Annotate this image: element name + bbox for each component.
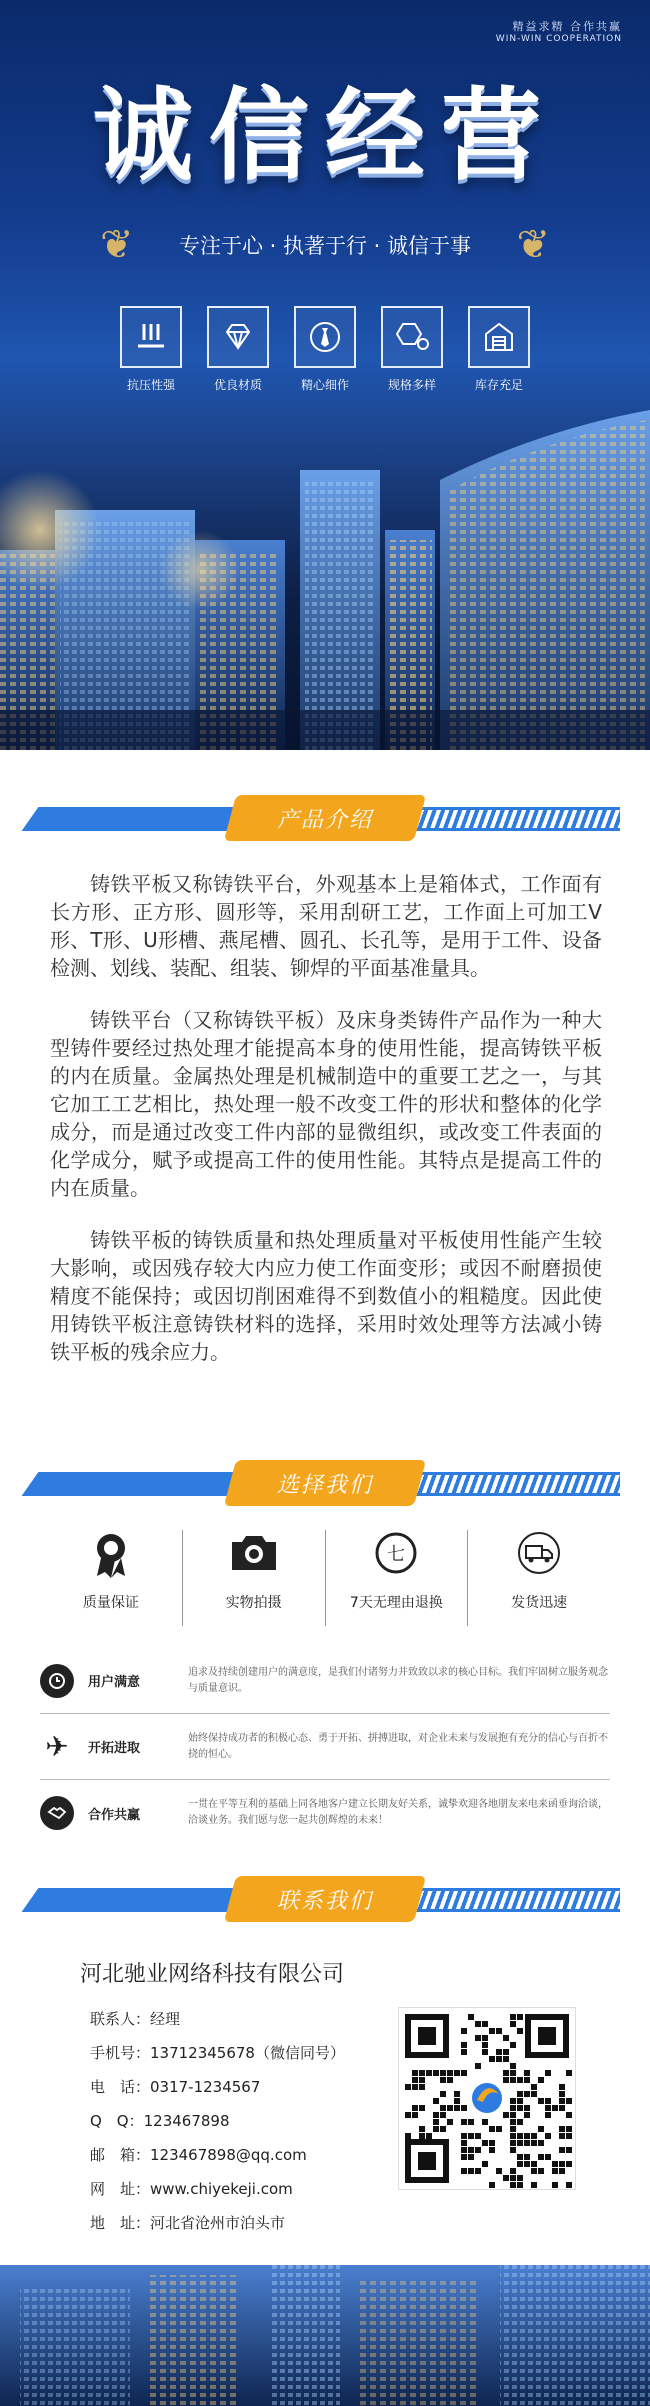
value-row [40, 1648, 610, 1714]
pressure-icon [120, 306, 182, 368]
section-banner-choose [30, 1460, 620, 1506]
seven-day-icon [326, 1530, 468, 1586]
hero-feature-label: 优良材质 [213, 378, 262, 392]
section-heading-pill [224, 1460, 426, 1506]
service-feature [40, 1530, 183, 1626]
banner-stripe-right [390, 807, 620, 831]
diamond-icon [207, 306, 269, 368]
hero-feature [207, 306, 269, 393]
hero-feature [294, 306, 356, 393]
brand-tagline-cn: 精益求精 合作共赢 [512, 20, 622, 33]
service-features [40, 1530, 610, 1626]
contact-mobile[interactable]: 手机号：13712345678（微信同号） [90, 2044, 345, 2062]
company-name: 河北驰业网络科技有限公司 [80, 1962, 345, 1987]
hero-feature-label: 抗压性强 [126, 378, 175, 392]
handshake-icon [40, 1796, 74, 1830]
brand-tagline-en: WIN-WIN COOPERATION [495, 33, 622, 44]
hero-slogan: 专注于心 · 执著于行 · 诚信于事 [178, 234, 472, 258]
value-row [40, 1780, 610, 1846]
truck-icon [468, 1530, 610, 1586]
section-heading: 联系我们 [276, 1888, 373, 1914]
banner-stripe-right [390, 1472, 620, 1496]
hero-feature [381, 306, 443, 393]
value-text: 追求及持续创建用户的满意度，是我们付诸努力并致致以求的核心目标。我们牢固树立服务观念与质量意识。 [188, 1666, 608, 1694]
contact-email[interactable]: 邮 箱：123467898@qq.com [90, 2146, 307, 2164]
section-banner-contact [30, 1876, 620, 1922]
banner-stripe-right [390, 1888, 620, 1912]
intro-paragraph: 铸铁平板又称铸铁平台，外观基本上是箱体式，工作面有长方形、正方形、圆形等，采用刮研工艺，工作面上可加工V形、T形、U形槽、燕尾槽、圆孔、长孔等，是用于工件、设备检测、划线、装配、组装、铆焊的平面基准量具。 [50, 872, 602, 980]
laurel-left-icon: ❦ [100, 222, 134, 268]
intro-paragraph: 铸铁平台（又称铸铁平板）及床身类铸件产品作为一种大型铸件要经过热处理才能提高本身的使用性能，提高铸铁平板的内在质量。金属热处理是机械制造中的重要工艺之一，与其它加工工艺相比，热处理一般不改变工件的形状和整体的化学成分，而是通过改变工件内部的显微组织，或改变工件表面的化学成分，赋予或提高工件的使用性能。其特点是提高工件的内在质量。 [50, 1008, 602, 1200]
camera-icon [183, 1530, 325, 1586]
service-feature-label: 7天无理由退换 [349, 1595, 443, 1611]
service-feature [468, 1530, 610, 1626]
brand-tagline [496, 20, 622, 45]
value-text: 始终保持成功者的积极心态、勇于开拓、拼搏进取，对企业未来与发展抱有充分的信心与百折不挠的恒心。 [188, 1732, 608, 1760]
section-heading: 产品介绍 [276, 807, 373, 833]
service-feature [326, 1530, 469, 1626]
service-feature-label: 实物拍摄 [225, 1595, 282, 1611]
contact-qq: Q Q：123467898 [90, 2112, 230, 2130]
svg-text:七: 七 [387, 1544, 406, 1565]
hero-feature-icons [0, 306, 650, 393]
value-row [40, 1714, 610, 1780]
product-intro-text [50, 870, 602, 1390]
hero-feature-label: 库存充足 [474, 378, 523, 392]
contact-phone[interactable]: 电 话：0317-1234567 [90, 2078, 261, 2096]
medal-icon [40, 1530, 182, 1586]
city-skyline-image [0, 410, 650, 750]
contact-person: 联系人：经理 [90, 2010, 181, 2028]
contact-details [90, 2002, 345, 2240]
hero-feature [120, 306, 182, 393]
qr-code-image [398, 2007, 576, 2190]
value-text: 一贯在平等互利的基础上同各地客户建立长期友好关系，诚挚欢迎各地朋友来电来函垂询洽谈，洽谈业务。我们愿与您一起共创辉煌的未来！ [188, 1799, 608, 1826]
value-list [40, 1648, 610, 1846]
contact-website[interactable]: 网 址：www.chiyekeji.com [90, 2180, 293, 2198]
value-label: 开拓进取 [88, 1741, 141, 1756]
tie-icon [294, 306, 356, 368]
intro-paragraph: 铸铁平板的铸铁质量和热处理质量对平板使用性能产生较大影响，或因残存较大内应力使工作面变形；或因不耐磨损使精度不能保持；或因切削困难得不到数值小的粗糙度。因此使用铸铁平板注意铸铁材料的选择，采用时效处理等方法减小铸铁平板的残余应力。 [50, 1228, 602, 1364]
service-feature-label: 发货迅速 [511, 1595, 568, 1611]
plane-icon: ✈ [45, 1730, 69, 1763]
laurel-right-icon: ❦ [516, 222, 550, 268]
hero-banner [0, 0, 650, 750]
value-label: 用户满意 [88, 1675, 141, 1690]
section-banner-intro [30, 795, 620, 841]
service-feature [183, 1530, 326, 1626]
value-label: 合作共赢 [88, 1807, 141, 1823]
hero-feature-label: 规格多样 [387, 378, 436, 392]
section-heading: 选择我们 [276, 1472, 373, 1498]
hero-feature [468, 306, 530, 393]
footer-city-image [0, 2265, 650, 2406]
warehouse-icon [468, 306, 530, 368]
service-feature-label: 质量保证 [82, 1595, 139, 1611]
section-heading-pill [224, 795, 426, 841]
section-heading-pill [224, 1876, 426, 1922]
contact-address: 地 址：河北省沧州市泊头市 [90, 2214, 286, 2232]
hero-title: 诚信经营 [93, 76, 557, 194]
clock-icon [40, 1664, 74, 1698]
hexagon-icon [381, 306, 443, 368]
hero-feature-label: 精心细作 [300, 378, 349, 392]
